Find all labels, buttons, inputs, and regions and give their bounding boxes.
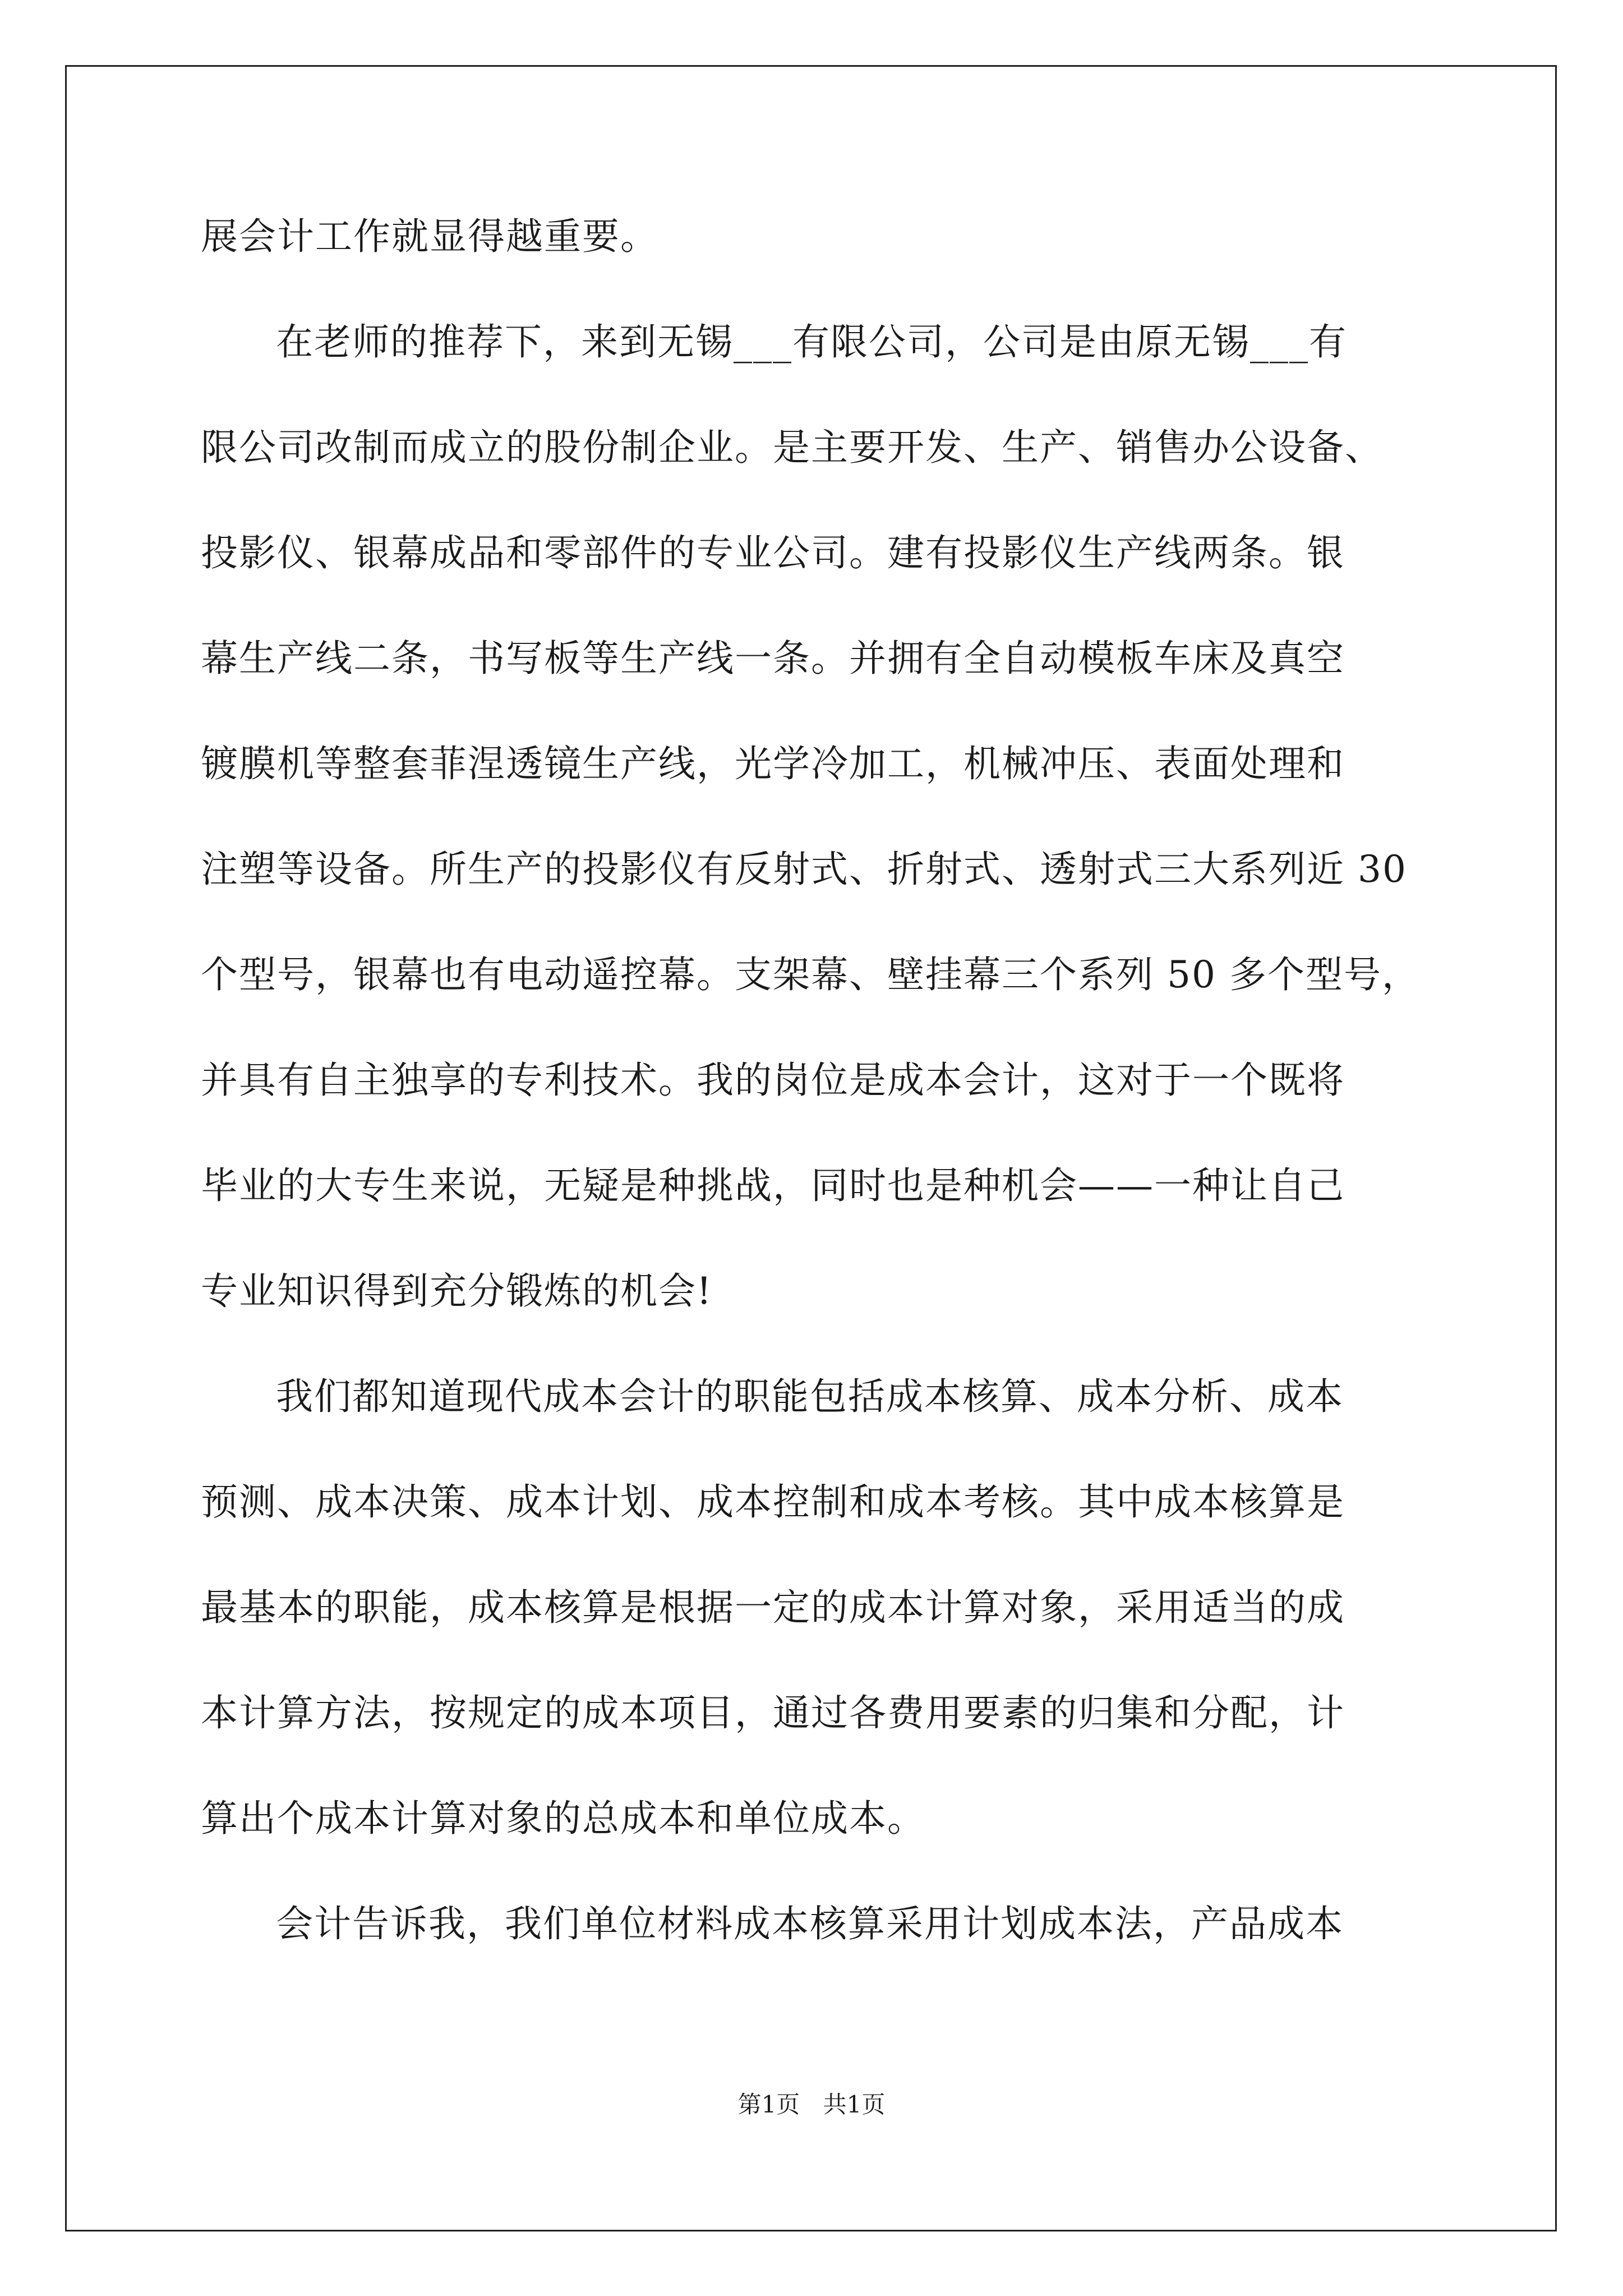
text-line: 展会计工作就显得越重要。 bbox=[201, 215, 658, 258]
text-line: 本计算方法，按规定的成本项目，通过各费用要素的归集和分配，计 bbox=[201, 1691, 1345, 1734]
text-line: 最基本的职能，成本核算是根据一定的成本计算对象，采用适当的成 bbox=[201, 1586, 1345, 1629]
page-number: 第1页 bbox=[737, 2091, 800, 2118]
text-line: 并具有自主独享的专利技术。我的岗位是成本会计，这对于一个既将 bbox=[201, 1059, 1345, 1102]
text-line: 毕业的大专生来说，无疑是种挑战，同时也是种机会——一种让自己 bbox=[201, 1164, 1345, 1207]
text-line: 会计告诉我，我们单位材料成本核算采用计划成本法，产品成本 bbox=[276, 1902, 1344, 1945]
text-line: 限公司改制而成立的股份制企业。是主要开发、生产、销售办公设备、 bbox=[201, 426, 1383, 469]
page-total: 共1页 bbox=[823, 2091, 886, 2118]
text-line: 投影仪、银幕成品和零部件的专业公司。建有投影仪生产线两条。银 bbox=[201, 531, 1345, 574]
text-line: 预测、成本决策、成本计划、成本控制和成本考核。其中成本核算是 bbox=[201, 1480, 1345, 1524]
text-line: 个型号，银幕也有电动遥控幕。支架幕、壁挂幕三个系列 50 多个型号， bbox=[201, 953, 1420, 996]
document-body bbox=[201, 209, 1435, 2001]
text-line: 幕生产线二条，书写板等生产线一条。并拥有全自动模板车床及真空 bbox=[201, 637, 1345, 680]
page-footer bbox=[0, 2088, 1623, 2122]
text-line: 我们都知道现代成本会计的职能包括成本核算、成本分析、成本 bbox=[276, 1375, 1344, 1418]
text-line: 专业知识得到充分锻炼的机会! bbox=[201, 1269, 713, 1313]
text-line: 镀膜机等整套菲涅透镜生产线，光学冷加工，机械冲压、表面处理和 bbox=[201, 742, 1345, 785]
text-line: 在老师的推荐下，来到无锡___有限公司，公司是由原无锡___有 bbox=[276, 320, 1347, 364]
text-line: 算出个成本计算对象的总成本和单位成本。 bbox=[201, 1797, 925, 1840]
text-line: 注塑等设备。所生产的投影仪有反射式、折射式、透射式三大系列近 30 bbox=[201, 848, 1407, 891]
